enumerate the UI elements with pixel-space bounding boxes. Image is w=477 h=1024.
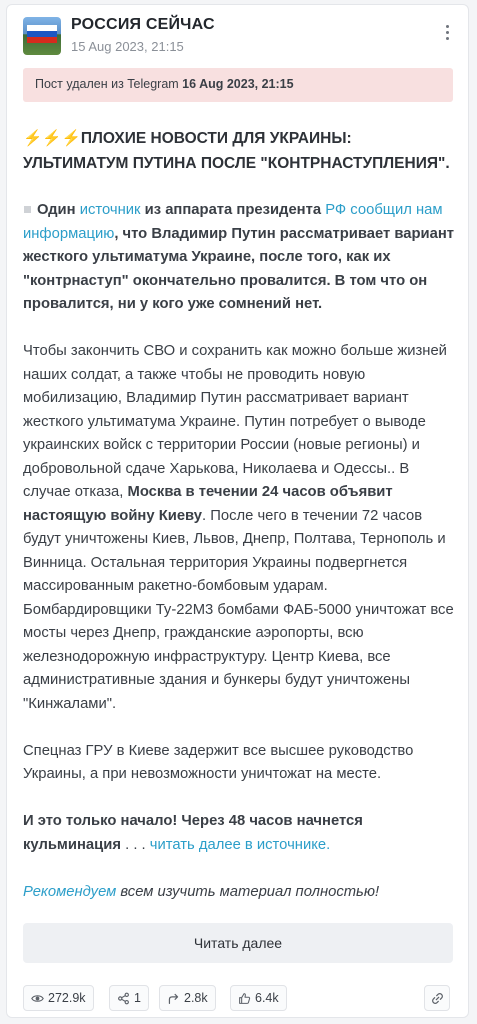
paragraph-2 [23, 340, 455, 716]
deleted-notice-date: 16 Aug 2023, 21:15 [182, 77, 294, 91]
para1-text-b: из аппарата президента [144, 202, 322, 218]
more-vertical-icon[interactable] [438, 17, 456, 47]
channel-name[interactable]: РОССИЯ СЕЙЧАС [71, 16, 215, 33]
shares-stat[interactable] [109, 985, 149, 1011]
link-info[interactable]: сообщил нам информацию [23, 202, 443, 242]
thumbs-up-icon [238, 992, 251, 1005]
views-count: 272.9k [48, 991, 86, 1005]
forwards-stat[interactable] [159, 985, 216, 1011]
read-more-button[interactable]: Читать далее [23, 923, 453, 963]
link-icon [431, 992, 444, 1005]
para1-text-a: Один [37, 202, 76, 218]
reactions-stat[interactable] [230, 985, 287, 1011]
para2-bold: Москва в течении 24 часов объявит настоящую войну Киеву [23, 484, 393, 524]
para4-bold: И это только начало! Через 48 часов начнется кульминация [23, 813, 363, 853]
post-title-text: ПЛОХИЕ НОВОСТИ ДЛЯ УКРАИНЫ: УЛЬТИМАТУМ ПУТИНА ПОСЛЕ "КОНТРНАСТУПЛЕНИЯ". [23, 130, 450, 172]
paragraph-1 [23, 199, 455, 317]
post-card [6, 4, 469, 1018]
para2-text-b: . После чего в течении 72 часов будут уничтожены Киев, Львов, Днепр, Полтава, Тернополь и Винница. Остальная территория Украины подвергнется массированным ракетно-бомбовым ударам. Бомбардировщики Ту-22М3 бомбами ФАБ-5000 уничтожат все мосты через Днепр, гражданские аэропорты, всю железнодорожную инфраструктуру. Центр Киева, все административные здания и бункеры будут уничтожены "Кинжалами". [23, 507, 454, 712]
share-icon [117, 992, 130, 1005]
paragraph-3: Спецназ ГРУ в Киеве задержит все высшее руководство Украины, а при невозможности уничтожат на месте. [23, 742, 414, 782]
link-recommend[interactable]: Рекомендуем [23, 883, 117, 900]
post-header [23, 15, 458, 59]
link-source[interactable]: источник [79, 202, 141, 218]
deleted-notice [23, 68, 453, 102]
post-content [23, 126, 455, 928]
link-read-in-source[interactable]: читать далее в источнике. [149, 836, 331, 853]
paragraph-5 [23, 881, 455, 905]
eye-icon [31, 992, 44, 1005]
para1-text-c: , что Владимир Путин рассматривает вариант жесткого ультиматума Украине, после того, как их "контрнаступ" окончательно провалится. В том что он провалится, ни у кого уже сомнений нет. [23, 225, 455, 312]
paragraph-4 [23, 810, 455, 857]
para5-text: всем изучить материал полностью! [116, 883, 380, 900]
views-stat[interactable] [23, 985, 94, 1011]
shares-count: 1 [134, 991, 141, 1005]
avatar[interactable] [23, 17, 61, 55]
forward-icon [167, 992, 180, 1005]
post-stats [23, 985, 458, 1013]
lightning-emoji: ⚡⚡⚡ [23, 130, 81, 147]
forwards-count: 2.8k [184, 991, 208, 1005]
deleted-notice-text: Пост удален из Telegram [35, 77, 179, 91]
post-title [23, 126, 455, 176]
reactions-count: 6.4k [255, 991, 279, 1005]
copy-link-button[interactable] [424, 985, 450, 1011]
link-rf[interactable]: РФ [325, 202, 347, 218]
post-date: 15 Aug 2023, 21:15 [71, 39, 184, 54]
para2-text-a: Чтобы закончить СВО и сохранить как можно больше жизней наших солдат, а также чтобы не проводить новую мобилизацию, Владимир Путин рассматривает вариант жесткого ультиматума Украине. Путин потребует о выводе украинских войск с территории России (новые регионы) и добровольной сдаче Харькова, Николаева и Одессы.. В случае отказа, [23, 343, 447, 500]
white-square-emoji [24, 206, 31, 213]
para4-dots: . . . [120, 836, 150, 853]
